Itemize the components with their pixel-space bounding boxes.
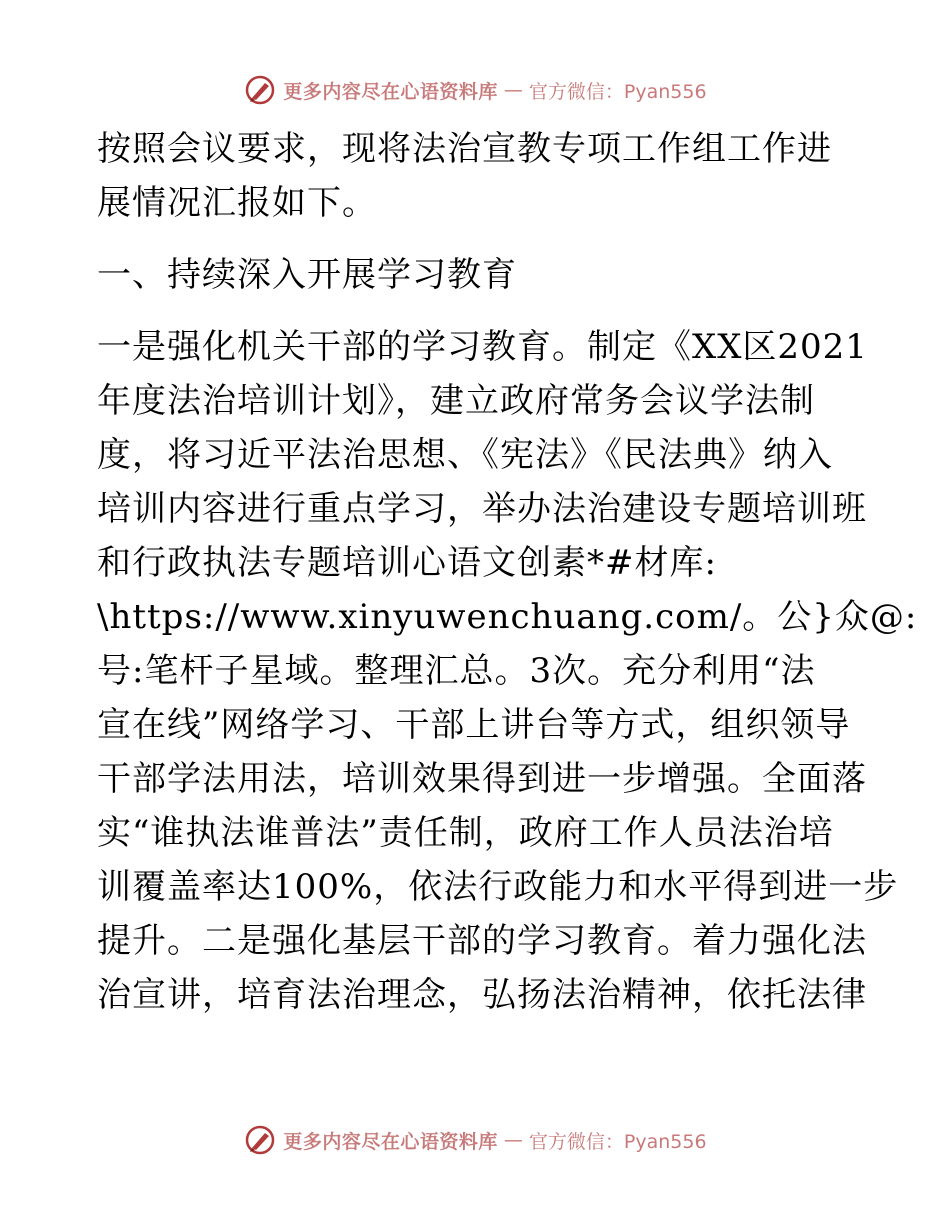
pen-logo-icon xyxy=(243,73,277,107)
intro-line: 按照会议要求，现将法治宣教专项工作组工作进 xyxy=(97,129,832,169)
body-line: 宣在线”网络学习、干部上讲台等方式，组织领导 xyxy=(97,705,851,745)
watermark-dash: — xyxy=(503,79,523,101)
watermark-brand-text: 更多内容尽在心语资料库 xyxy=(283,80,498,103)
body-line: 一是强化机关干部的学习教育。制定《XX区2021 xyxy=(97,327,868,367)
body-line: 训覆盖率达100%，依法行政能力和水平得到进一步 xyxy=(97,867,899,907)
footer-watermark xyxy=(0,1120,950,1160)
body-line: 治宣讲，培育法治理念，弘扬法治精神，依托法律 xyxy=(97,975,867,1015)
watermark-brand-text: 更多内容尽在心语资料库 xyxy=(283,1130,498,1153)
intro-line: 展情况汇报如下。 xyxy=(97,183,377,223)
body-line: 干部学法用法，培训效果得到进一步增强。全面落 xyxy=(97,759,867,799)
body-line: 年度法治培训计划》，建立政府常务会议学法制 xyxy=(97,381,815,421)
pen-logo-icon xyxy=(243,1123,277,1157)
watermark-contact-text: 官方微信：Pyan556 xyxy=(528,80,707,103)
body-line: 和行政执法专题培训心语文创素*#材库: xyxy=(97,543,717,583)
body-line: 号:笔杆子星域。整理汇总。3次。充分利用“法 xyxy=(97,651,816,691)
header-watermark xyxy=(0,70,950,110)
body-line: 提升。二是强化基层干部的学习教育。着力强化法 xyxy=(97,921,867,961)
body-line: 实“谁执法谁普法”责任制，政府工作人员法治培 xyxy=(97,813,834,853)
document-body xyxy=(97,122,918,1022)
section-heading: 一、持续深入开展学习教育 xyxy=(97,255,517,295)
watermark-contact-text: 官方微信：Pyan556 xyxy=(528,1130,707,1153)
body-line: 度，将习近平法治思想、《宪法》《民法典》纳入 xyxy=(97,435,833,475)
body-line: \https://www.xinyuwenchuang.com/。公}众@: xyxy=(97,597,918,637)
watermark-dash: — xyxy=(503,1129,523,1151)
body-line: 培训内容进行重点学习，举办法治建设专题培训班 xyxy=(97,489,867,529)
